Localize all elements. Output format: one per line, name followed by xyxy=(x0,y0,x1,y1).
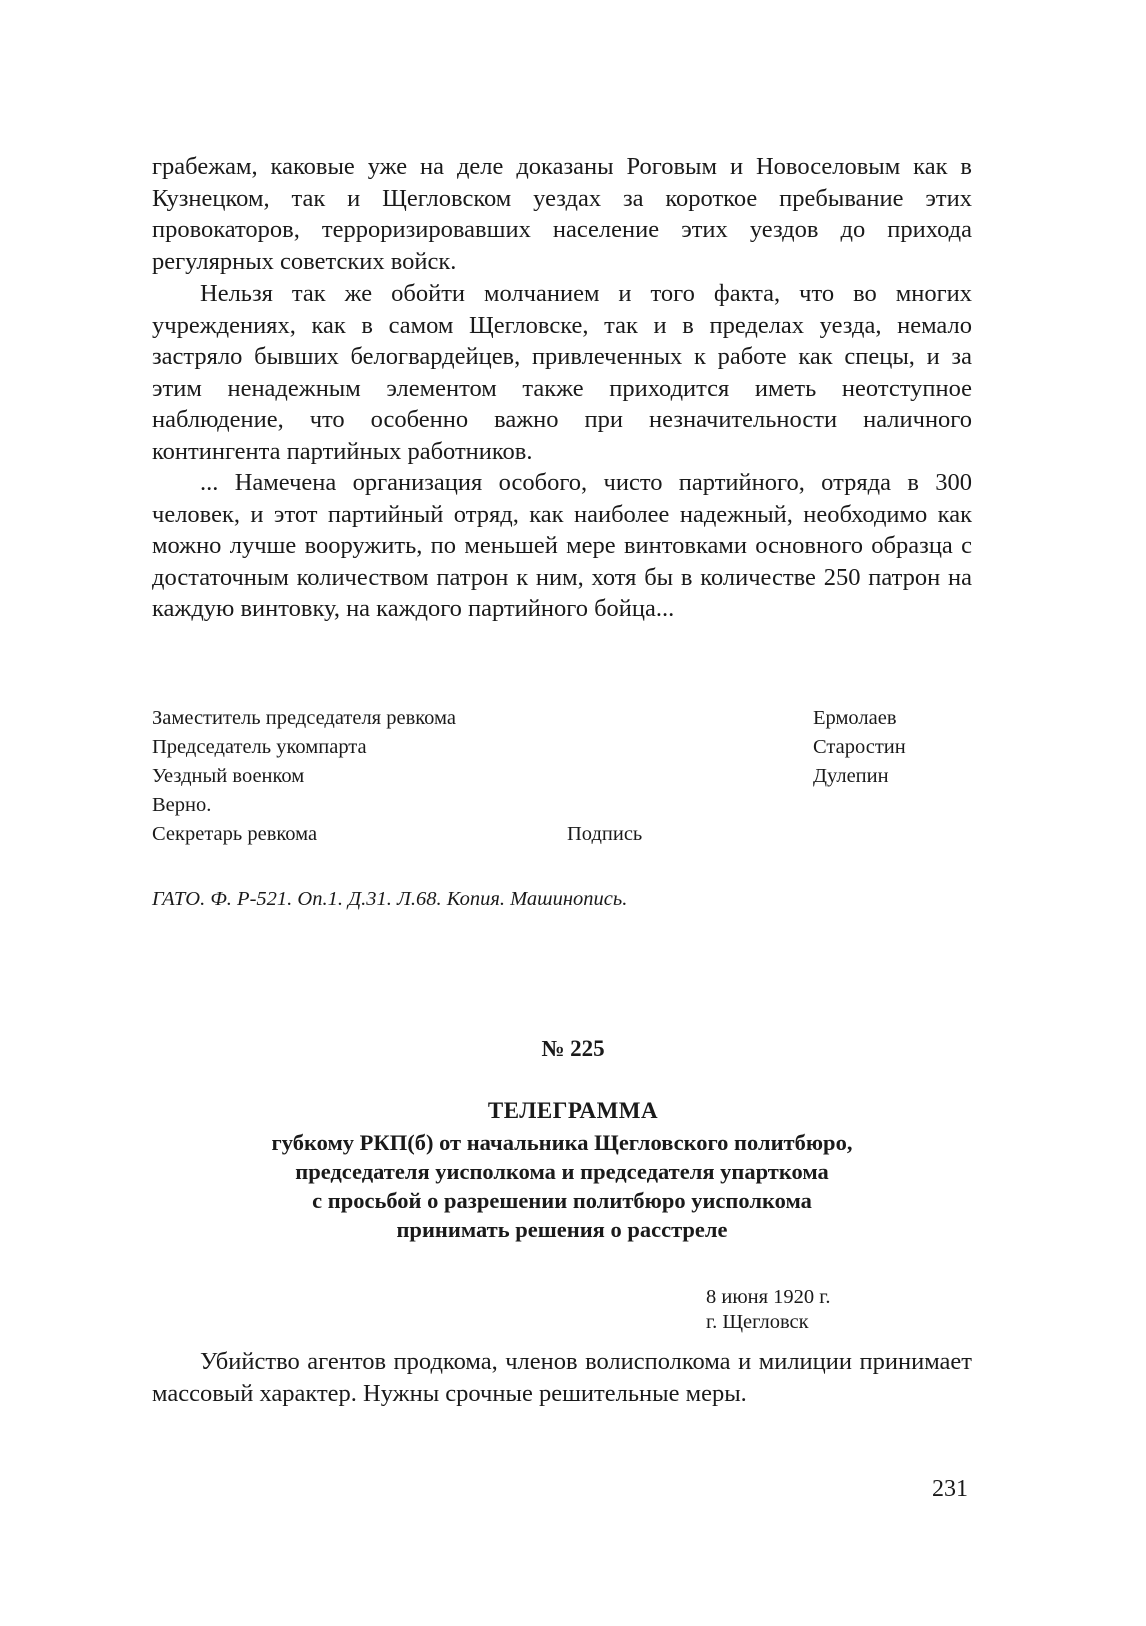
signature-name: Ермолаев xyxy=(813,707,897,729)
signature-role: Уездный военком xyxy=(152,765,305,787)
signature-name: Старостин xyxy=(813,736,906,758)
signature-row xyxy=(152,820,972,849)
signature-block xyxy=(152,704,972,849)
subtitle-line: принимать решения о расстреле xyxy=(396,1217,728,1242)
signature-row xyxy=(152,704,972,733)
body-paragraph: грабежам, каковые уже на деле доказаны Роговым и Новоселовым как в Кузнецком, так и Щегловском уездах за короткое пребывание этих провокаторов, терроризировавших население этих уездов до прихода регулярных советских войск. xyxy=(152,153,972,275)
document-place: г. Щегловск xyxy=(706,1311,809,1333)
signature-role: Заместитель председателя ревкома xyxy=(152,707,456,729)
signature-mark: Подпись xyxy=(567,823,643,845)
subtitle-line: губкому РКП(б) от начальника Щегловского политбюро, xyxy=(271,1130,853,1155)
document-title: ТЕЛЕГРАММА xyxy=(487,1098,659,1123)
body-paragraph: Убийство агентов продкома, членов волисполкома и милиции принимает массовый характер. Нужны срочные решительные меры. xyxy=(152,1348,972,1407)
page-number: 231 xyxy=(932,1476,968,1502)
document-date: 8 июня 1920 г. xyxy=(706,1286,831,1308)
signature-row xyxy=(152,762,972,791)
signature-row xyxy=(152,791,972,820)
body-paragraph: ... Намечена организация особого, чисто партийного, отряда в 300 человек, и этот партийный отряд, как наиболее надежный, необходимо как можно лучше вооружить, по меньшей мере винтовками основного образца с достаточным количеством патрон к ним, хотя бы в количестве 250 патрон на каждую винтовку, на каждого партийного бойца... xyxy=(152,469,972,622)
archive-source: ГАТО. Ф. Р-521. Оп.1. Д.31. Л.68. Копия. Машинопись. xyxy=(152,888,628,910)
signature-role: Секретарь ревкома xyxy=(152,823,318,845)
signature-row xyxy=(152,733,972,762)
body-paragraph: Нельзя так же обойти молчанием и того факта, что во многих учреждениях, как в самом Щегловске, так и в пределах уезда, немало застряло бывших белогвардейцев, привлеченных к работе как спецы, и за этим ненадежным элементом также приходится иметь неотступное наблюдение, что особенно важно при незначительности наличного контингента партийных работников. xyxy=(152,280,972,465)
document-date-place xyxy=(706,1285,831,1335)
signature-name: Дулепин xyxy=(813,765,889,787)
signature-role: Председатель укомпарта xyxy=(152,736,367,758)
document-number: № 225 xyxy=(541,1036,605,1061)
subtitle-line: председателя уисполкома и председателя упарткома xyxy=(295,1159,829,1184)
document-subtitle xyxy=(152,1128,972,1244)
subtitle-line: с просьбой о разрешении политбюро уисполкома xyxy=(312,1188,812,1213)
certification-note: Верно. xyxy=(152,794,212,816)
